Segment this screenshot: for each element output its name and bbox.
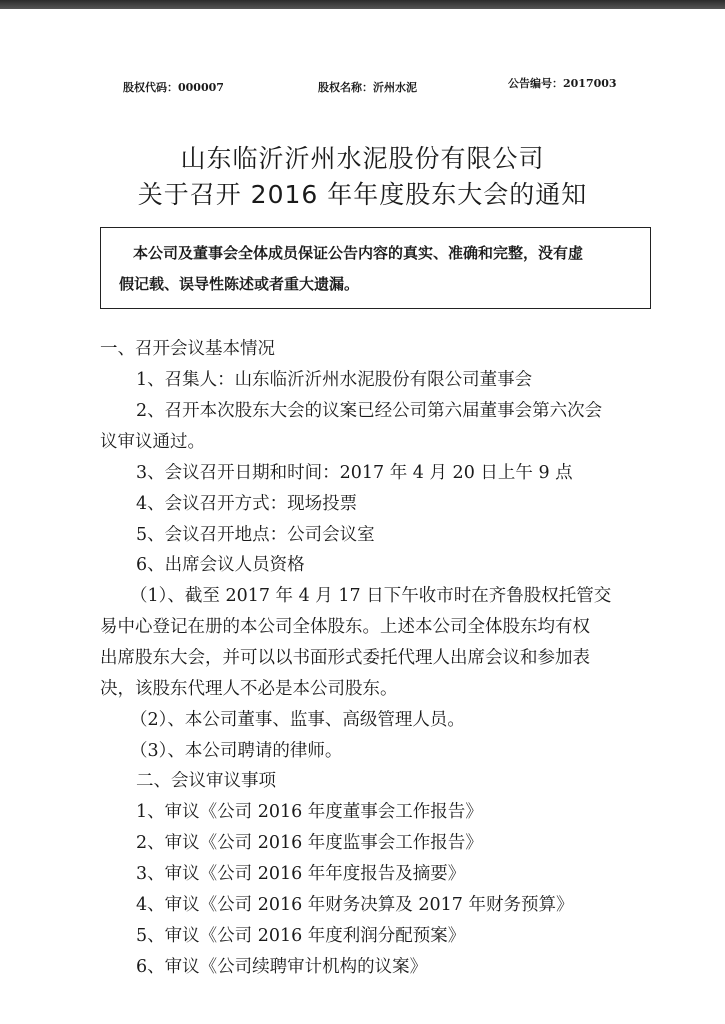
disclaimer-line-2: 假记载、误导性陈述或者重大遗漏。 — [119, 275, 360, 293]
section-heading-1: 一、召开会议基本情况 — [100, 339, 275, 359]
paragraph-line: 议审议通过。 — [100, 432, 205, 452]
paragraph-line: 3、会议召开日期和时间：2017 年 4 月 20 日上午 9 点 — [136, 463, 573, 483]
paragraph-line: 5、审议《公司 2016 年度利润分配预案》 — [136, 926, 466, 946]
paragraph-line: 5、会议召开地点：公司会议室 — [136, 525, 375, 545]
paragraph-line: 2、审议《公司 2016 年度监事会工作报告》 — [136, 833, 483, 853]
paragraph-line: 1、召集人：山东临沂沂州水泥股份有限公司董事会 — [136, 370, 533, 390]
section-heading-2: 二、会议审议事项 — [136, 771, 276, 791]
paragraph-line: （2）、本公司董事、监事、高级管理人员。 — [130, 710, 465, 730]
notice-title: 关于召开 2016 年年度股东大会的通知 — [137, 180, 588, 209]
paragraph-line: 6、出席会议人员资格 — [136, 555, 305, 575]
disclaimer-box — [100, 227, 651, 309]
paragraph-line: 出席股东大会，并可以以书面形式委托代理人出席会议和参加表 — [100, 648, 590, 668]
paragraph-line: 3、审议《公司 2016 年年度报告及摘要》 — [136, 864, 466, 884]
paragraph-line: 6、审议《公司续聘审计机构的议案》 — [136, 957, 428, 977]
stock-code: 股权代码：000007 — [123, 81, 224, 94]
stock-name: 股权名称：沂州水泥 — [318, 81, 417, 94]
paragraph-line: 4、会议召开方式：现场投票 — [136, 494, 358, 514]
company-title: 山东临沂沂州水泥股份有限公司 — [180, 144, 545, 173]
paragraph-line: （1）、截至 2017 年 4 月 17 日下午收市时在齐鲁股权托管交 — [130, 586, 612, 606]
document-header — [123, 79, 623, 99]
disclaimer-line-1: 本公司及董事会全体成员保证公告内容的真实、准确和完整，没有虚 — [133, 244, 584, 262]
paragraph-line: 4、审议《公司 2016 年财务决算及 2017 年财务预算》 — [136, 895, 574, 915]
paragraph-line: 1、审议《公司 2016 年度董事会工作报告》 — [136, 802, 483, 822]
paragraph-line: 易中心登记在册的本公司全体股东。上述本公司全体股东均有权 — [100, 617, 590, 637]
announcement-number: 公告编号：2017003 — [508, 77, 617, 90]
paragraph-line: 2、召开本次股东大会的议案已经公司第六届董事会第六次会 — [136, 401, 603, 421]
scan-top-edge — [0, 0, 725, 9]
paragraph-line: （3）、本公司聘请的律师。 — [130, 741, 343, 761]
paragraph-line: 决，该股东代理人不必是本公司股东。 — [100, 679, 398, 699]
